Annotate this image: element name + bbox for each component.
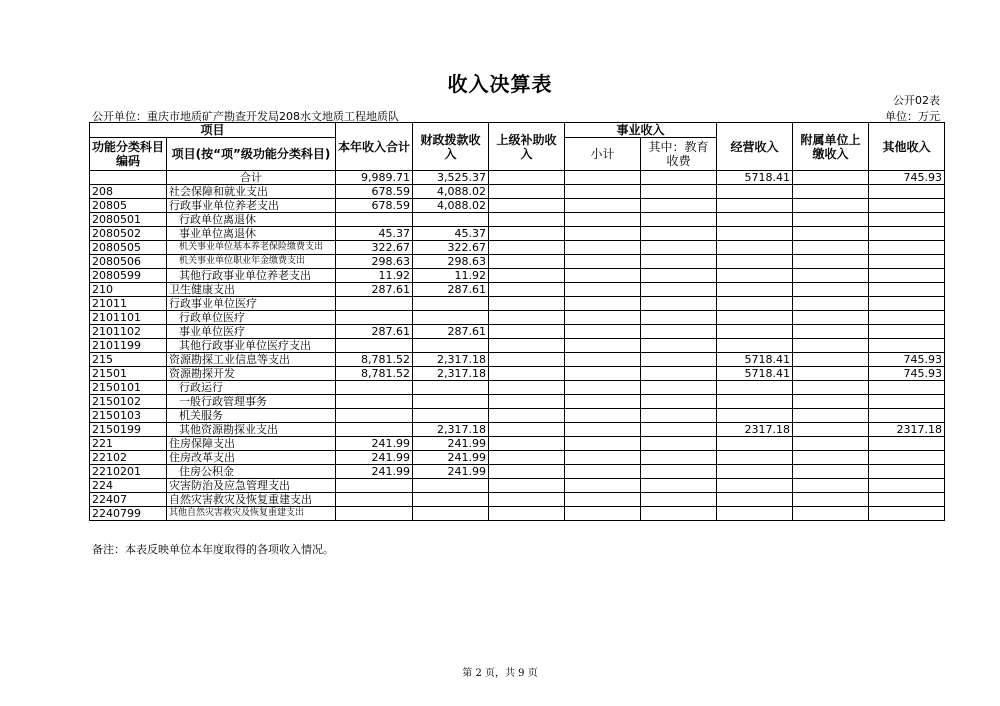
cell-name: 机关服务: [167, 409, 336, 423]
table-row: [90, 493, 945, 507]
header-name: 项目(按“项”级功能分类科目): [167, 138, 336, 171]
cell-name: 社会保障和就业支出: [167, 185, 336, 199]
cell-subtotal: [565, 269, 641, 283]
cell-subtotal: [565, 437, 641, 451]
page-footer: 第 2 页，共 9 页: [462, 668, 538, 679]
cell-name: 一般行政管理事务: [167, 395, 336, 409]
cell-affiliated: [793, 199, 869, 213]
cell-total: [336, 297, 413, 311]
cell-name: 行政事业单位养老支出: [167, 199, 336, 213]
cell-total: 45.37: [336, 227, 413, 241]
cell-fiscal: 3,525.37: [413, 171, 489, 185]
cell-code: [90, 171, 167, 185]
cell-business: [717, 465, 793, 479]
reporting-unit: 公开单位：重庆市地质矿产勘查开发局208水文地质工程地质队: [92, 110, 399, 123]
cell-total: 241.99: [336, 451, 413, 465]
table-row: [90, 185, 945, 199]
cell-superior: [489, 269, 565, 283]
cell-superior: [489, 507, 565, 521]
cell-total: 8,781.52: [336, 353, 413, 367]
cell-education: [641, 227, 717, 241]
cell-total: [336, 493, 413, 507]
cell-affiliated: [793, 339, 869, 353]
cell-code: 2080502: [90, 227, 167, 241]
cell-code: 2240799: [90, 507, 167, 521]
cell-education: [641, 353, 717, 367]
cell-code: 221: [90, 437, 167, 451]
cell-code: 2150103: [90, 409, 167, 423]
cell-name: 自然灾害救灾及恢复重建支出: [167, 493, 336, 507]
cell-fiscal: 2,317.18: [413, 423, 489, 437]
cell-fiscal: 241.99: [413, 451, 489, 465]
cell-business: [717, 241, 793, 255]
table-row: [90, 227, 945, 241]
cell-superior: [489, 339, 565, 353]
cell-fiscal: 4,088.02: [413, 199, 489, 213]
cell-affiliated: [793, 213, 869, 227]
cell-other: [869, 241, 945, 255]
cell-affiliated: [793, 171, 869, 185]
cell-other: [869, 213, 945, 227]
cell-subtotal: [565, 227, 641, 241]
cell-subtotal: [565, 507, 641, 521]
cell-name: 其他行政事业单位养老支出: [167, 269, 336, 283]
table-row: [90, 255, 945, 269]
cell-fiscal: [413, 507, 489, 521]
cell-superior: [489, 241, 565, 255]
cell-business: [717, 311, 793, 325]
cell-superior: [489, 283, 565, 297]
cell-superior: [489, 255, 565, 269]
cell-code: 2080506: [90, 255, 167, 269]
cell-superior: [489, 185, 565, 199]
page-title: 收入决算表: [447, 72, 553, 96]
cell-subtotal: [565, 367, 641, 381]
cell-business: [717, 269, 793, 283]
cell-affiliated: [793, 241, 869, 255]
cell-other: [869, 255, 945, 269]
cell-business: [717, 507, 793, 521]
cell-other: [869, 451, 945, 465]
cell-superior: [489, 213, 565, 227]
cell-other: [869, 479, 945, 493]
cell-business: [717, 213, 793, 227]
cell-affiliated: [793, 437, 869, 451]
cell-total: [336, 339, 413, 353]
cell-education: [641, 269, 717, 283]
cell-affiliated: [793, 325, 869, 339]
table-row: [90, 381, 945, 395]
table-row: [90, 241, 945, 255]
cell-total: 287.61: [336, 283, 413, 297]
cell-superior: [489, 227, 565, 241]
cell-name: 住房保障支出: [167, 437, 336, 451]
cell-subtotal: [565, 451, 641, 465]
header-code: 功能分类科目编码: [90, 138, 167, 171]
cell-business: [717, 255, 793, 269]
cell-business: 5718.41: [717, 353, 793, 367]
cell-other: [869, 269, 945, 283]
cell-business: 5718.41: [717, 171, 793, 185]
table-row: [90, 325, 945, 339]
table-row: [90, 353, 945, 367]
table-row: [90, 171, 945, 185]
cell-other: [869, 339, 945, 353]
cell-other: [869, 437, 945, 451]
cell-subtotal: [565, 171, 641, 185]
cell-education: [641, 171, 717, 185]
cell-subtotal: [565, 325, 641, 339]
cell-other: [869, 381, 945, 395]
cell-education: [641, 185, 717, 199]
table-row: [90, 297, 945, 311]
cell-other: [869, 311, 945, 325]
cell-subtotal: [565, 213, 641, 227]
cell-superior: [489, 423, 565, 437]
cell-other: 2317.18: [869, 423, 945, 437]
cell-other: [869, 409, 945, 423]
table-row: [90, 465, 945, 479]
cell-name: 机关事业单位职业年金缴费支出: [167, 255, 336, 269]
cell-subtotal: [565, 479, 641, 493]
cell-other: [869, 227, 945, 241]
cell-education: [641, 297, 717, 311]
cell-total: 8,781.52: [336, 367, 413, 381]
cell-fiscal: 298.63: [413, 255, 489, 269]
cell-education: [641, 409, 717, 423]
cell-code: 20805: [90, 199, 167, 213]
cell-fiscal: [413, 479, 489, 493]
cell-subtotal: [565, 353, 641, 367]
cell-affiliated: [793, 493, 869, 507]
header-business: 经营收入: [717, 123, 793, 171]
cell-name: 事业单位医疗: [167, 325, 336, 339]
cell-name: 行政单位离退休: [167, 213, 336, 227]
cell-fiscal: [413, 493, 489, 507]
cell-name: 灾害防治及应急管理支出: [167, 479, 336, 493]
cell-other: [869, 325, 945, 339]
cell-affiliated: [793, 381, 869, 395]
cell-fiscal: 4,088.02: [413, 185, 489, 199]
header-superior: 上级补助收入: [489, 123, 565, 171]
cell-affiliated: [793, 353, 869, 367]
cell-education: [641, 423, 717, 437]
cell-subtotal: [565, 409, 641, 423]
cell-subtotal: [565, 423, 641, 437]
cell-code: 21011: [90, 297, 167, 311]
cell-subtotal: [565, 185, 641, 199]
cell-business: [717, 409, 793, 423]
cell-fiscal: 2,317.18: [413, 353, 489, 367]
cell-fiscal: 241.99: [413, 437, 489, 451]
cell-business: [717, 451, 793, 465]
table-row: [90, 269, 945, 283]
cell-business: [717, 199, 793, 213]
cell-other: [869, 297, 945, 311]
cell-name: 行政运行: [167, 381, 336, 395]
cell-fiscal: [413, 311, 489, 325]
cell-affiliated: [793, 255, 869, 269]
cell-subtotal: [565, 311, 641, 325]
cell-code: 2150101: [90, 381, 167, 395]
cell-fiscal: [413, 213, 489, 227]
cell-total: 298.63: [336, 255, 413, 269]
cell-education: [641, 199, 717, 213]
table-row: [90, 451, 945, 465]
header-affiliated: 附属单位上缴收入: [793, 123, 869, 171]
cell-name: 其他行政事业单位医疗支出: [167, 339, 336, 353]
header-total: 本年收入合计: [336, 123, 413, 171]
cell-education: [641, 479, 717, 493]
cell-total: 678.59: [336, 199, 413, 213]
form-number: 公开02表: [893, 94, 940, 107]
cell-code: 22407: [90, 493, 167, 507]
table-row: [90, 395, 945, 409]
cell-other: [869, 185, 945, 199]
cell-affiliated: [793, 395, 869, 409]
cell-education: [641, 213, 717, 227]
cell-fiscal: 322.67: [413, 241, 489, 255]
cell-superior: [489, 297, 565, 311]
header-project: 项目: [90, 123, 336, 138]
cell-business: [717, 325, 793, 339]
cell-affiliated: [793, 283, 869, 297]
cell-name: 行政单位医疗: [167, 311, 336, 325]
cell-other: 745.93: [869, 367, 945, 381]
cell-business: [717, 339, 793, 353]
cell-fiscal: 287.61: [413, 283, 489, 297]
cell-code: 2080501: [90, 213, 167, 227]
cell-superior: [489, 325, 565, 339]
cell-affiliated: [793, 423, 869, 437]
table-row: [90, 199, 945, 213]
cell-total: [336, 479, 413, 493]
cell-education: [641, 507, 717, 521]
cell-code: 2210201: [90, 465, 167, 479]
cell-education: [641, 241, 717, 255]
cell-superior: [489, 409, 565, 423]
cell-code: 2150102: [90, 395, 167, 409]
cell-business: [717, 297, 793, 311]
income-table: [89, 122, 945, 521]
table-row: [90, 507, 945, 521]
cell-superior: [489, 199, 565, 213]
cell-code: 215: [90, 353, 167, 367]
cell-total: 11.92: [336, 269, 413, 283]
cell-name: 其他资源勘探业支出: [167, 423, 336, 437]
cell-superior: [489, 381, 565, 395]
cell-name: 卫生健康支出: [167, 283, 336, 297]
cell-affiliated: [793, 311, 869, 325]
cell-other: 745.93: [869, 171, 945, 185]
cell-fiscal: 241.99: [413, 465, 489, 479]
cell-business: [717, 479, 793, 493]
cell-superior: [489, 171, 565, 185]
cell-total: [336, 409, 413, 423]
cell-subtotal: [565, 493, 641, 507]
cell-fiscal: 287.61: [413, 325, 489, 339]
cell-affiliated: [793, 227, 869, 241]
cell-subtotal: [565, 199, 641, 213]
cell-affiliated: [793, 465, 869, 479]
cell-fiscal: [413, 339, 489, 353]
cell-education: [641, 465, 717, 479]
cell-education: [641, 283, 717, 297]
cell-fiscal: [413, 409, 489, 423]
cell-affiliated: [793, 451, 869, 465]
cell-superior: [489, 493, 565, 507]
cell-fiscal: [413, 381, 489, 395]
cell-business: [717, 437, 793, 451]
cell-education: [641, 367, 717, 381]
cell-subtotal: [565, 395, 641, 409]
cell-code: 22102: [90, 451, 167, 465]
cell-fiscal: 2,317.18: [413, 367, 489, 381]
cell-other: [869, 465, 945, 479]
cell-other: [869, 199, 945, 213]
cell-affiliated: [793, 409, 869, 423]
cell-education: [641, 395, 717, 409]
table-row: [90, 213, 945, 227]
cell-business: [717, 283, 793, 297]
cell-code: 224: [90, 479, 167, 493]
cell-superior: [489, 451, 565, 465]
cell-affiliated: [793, 269, 869, 283]
cell-code: 2080505: [90, 241, 167, 255]
table-row: [90, 311, 945, 325]
cell-business: 5718.41: [717, 367, 793, 381]
table-row: [90, 423, 945, 437]
cell-name: 住房公积金: [167, 465, 336, 479]
cell-other: [869, 395, 945, 409]
cell-affiliated: [793, 297, 869, 311]
table-row: [90, 367, 945, 381]
cell-education: [641, 255, 717, 269]
cell-business: [717, 493, 793, 507]
cell-total: [336, 395, 413, 409]
cell-name: 机关事业单位基本养老保险缴费支出: [167, 241, 336, 255]
cell-education: [641, 493, 717, 507]
cell-total: [336, 507, 413, 521]
cell-name: 住房改革支出: [167, 451, 336, 465]
cell-superior: [489, 465, 565, 479]
cell-code: 2150199: [90, 423, 167, 437]
cell-other: [869, 283, 945, 297]
cell-total: 287.61: [336, 325, 413, 339]
table-row: [90, 409, 945, 423]
cell-code: 2101199: [90, 339, 167, 353]
cell-total: [336, 381, 413, 395]
header-other: 其他收入: [869, 123, 945, 171]
cell-other: 745.93: [869, 353, 945, 367]
cell-business: [717, 381, 793, 395]
header-education: 其中：教育收费: [641, 138, 717, 171]
cell-affiliated: [793, 479, 869, 493]
cell-name: 资源勘探工业信息等支出: [167, 353, 336, 367]
cell-affiliated: [793, 185, 869, 199]
cell-superior: [489, 479, 565, 493]
cell-name: 资源勘探开发: [167, 367, 336, 381]
cell-code: 208: [90, 185, 167, 199]
cell-other: [869, 507, 945, 521]
cell-subtotal: [565, 283, 641, 297]
cell-subtotal: [565, 241, 641, 255]
cell-affiliated: [793, 507, 869, 521]
cell-business: [717, 185, 793, 199]
cell-total: [336, 213, 413, 227]
cell-code: 2101101: [90, 311, 167, 325]
cell-superior: [489, 367, 565, 381]
cell-business: [717, 227, 793, 241]
cell-code: 2080599: [90, 269, 167, 283]
cell-code: 21501: [90, 367, 167, 381]
cell-affiliated: [793, 367, 869, 381]
cell-education: [641, 339, 717, 353]
cell-total: [336, 311, 413, 325]
cell-subtotal: [565, 339, 641, 353]
header-subtotal: 小计: [565, 138, 641, 171]
cell-subtotal: [565, 381, 641, 395]
table-note: 备注：本表反映单位本年度取得的各项收入情况。: [92, 543, 334, 556]
cell-superior: [489, 311, 565, 325]
cell-name: 其他自然灾害救灾及恢复重建支出: [167, 507, 336, 521]
cell-superior: [489, 437, 565, 451]
cell-education: [641, 325, 717, 339]
table-row: [90, 437, 945, 451]
cell-subtotal: [565, 465, 641, 479]
table-row: [90, 283, 945, 297]
currency-unit: 单位：万元: [885, 110, 940, 123]
cell-total: [336, 423, 413, 437]
cell-name: 事业单位离退休: [167, 227, 336, 241]
cell-other: [869, 493, 945, 507]
cell-name: 行政事业单位医疗: [167, 297, 336, 311]
cell-fiscal: 11.92: [413, 269, 489, 283]
cell-total: 241.99: [336, 437, 413, 451]
cell-education: [641, 437, 717, 451]
cell-education: [641, 381, 717, 395]
cell-name: 合计: [167, 171, 336, 185]
cell-fiscal: [413, 297, 489, 311]
cell-superior: [489, 353, 565, 367]
table-row: [90, 479, 945, 493]
cell-superior: [489, 395, 565, 409]
cell-business: 2317.18: [717, 423, 793, 437]
cell-subtotal: [565, 255, 641, 269]
cell-education: [641, 451, 717, 465]
header-fiscal: 财政拨款收入: [413, 123, 489, 171]
cell-total: 322.67: [336, 241, 413, 255]
cell-education: [641, 311, 717, 325]
header-career: 事业收入: [565, 123, 717, 138]
cell-code: 2101102: [90, 325, 167, 339]
cell-fiscal: [413, 395, 489, 409]
cell-code: 210: [90, 283, 167, 297]
cell-business: [717, 395, 793, 409]
cell-subtotal: [565, 297, 641, 311]
cell-fiscal: 45.37: [413, 227, 489, 241]
cell-total: 9,989.71: [336, 171, 413, 185]
cell-total: 241.99: [336, 465, 413, 479]
cell-total: 678.59: [336, 185, 413, 199]
table-row: [90, 339, 945, 353]
